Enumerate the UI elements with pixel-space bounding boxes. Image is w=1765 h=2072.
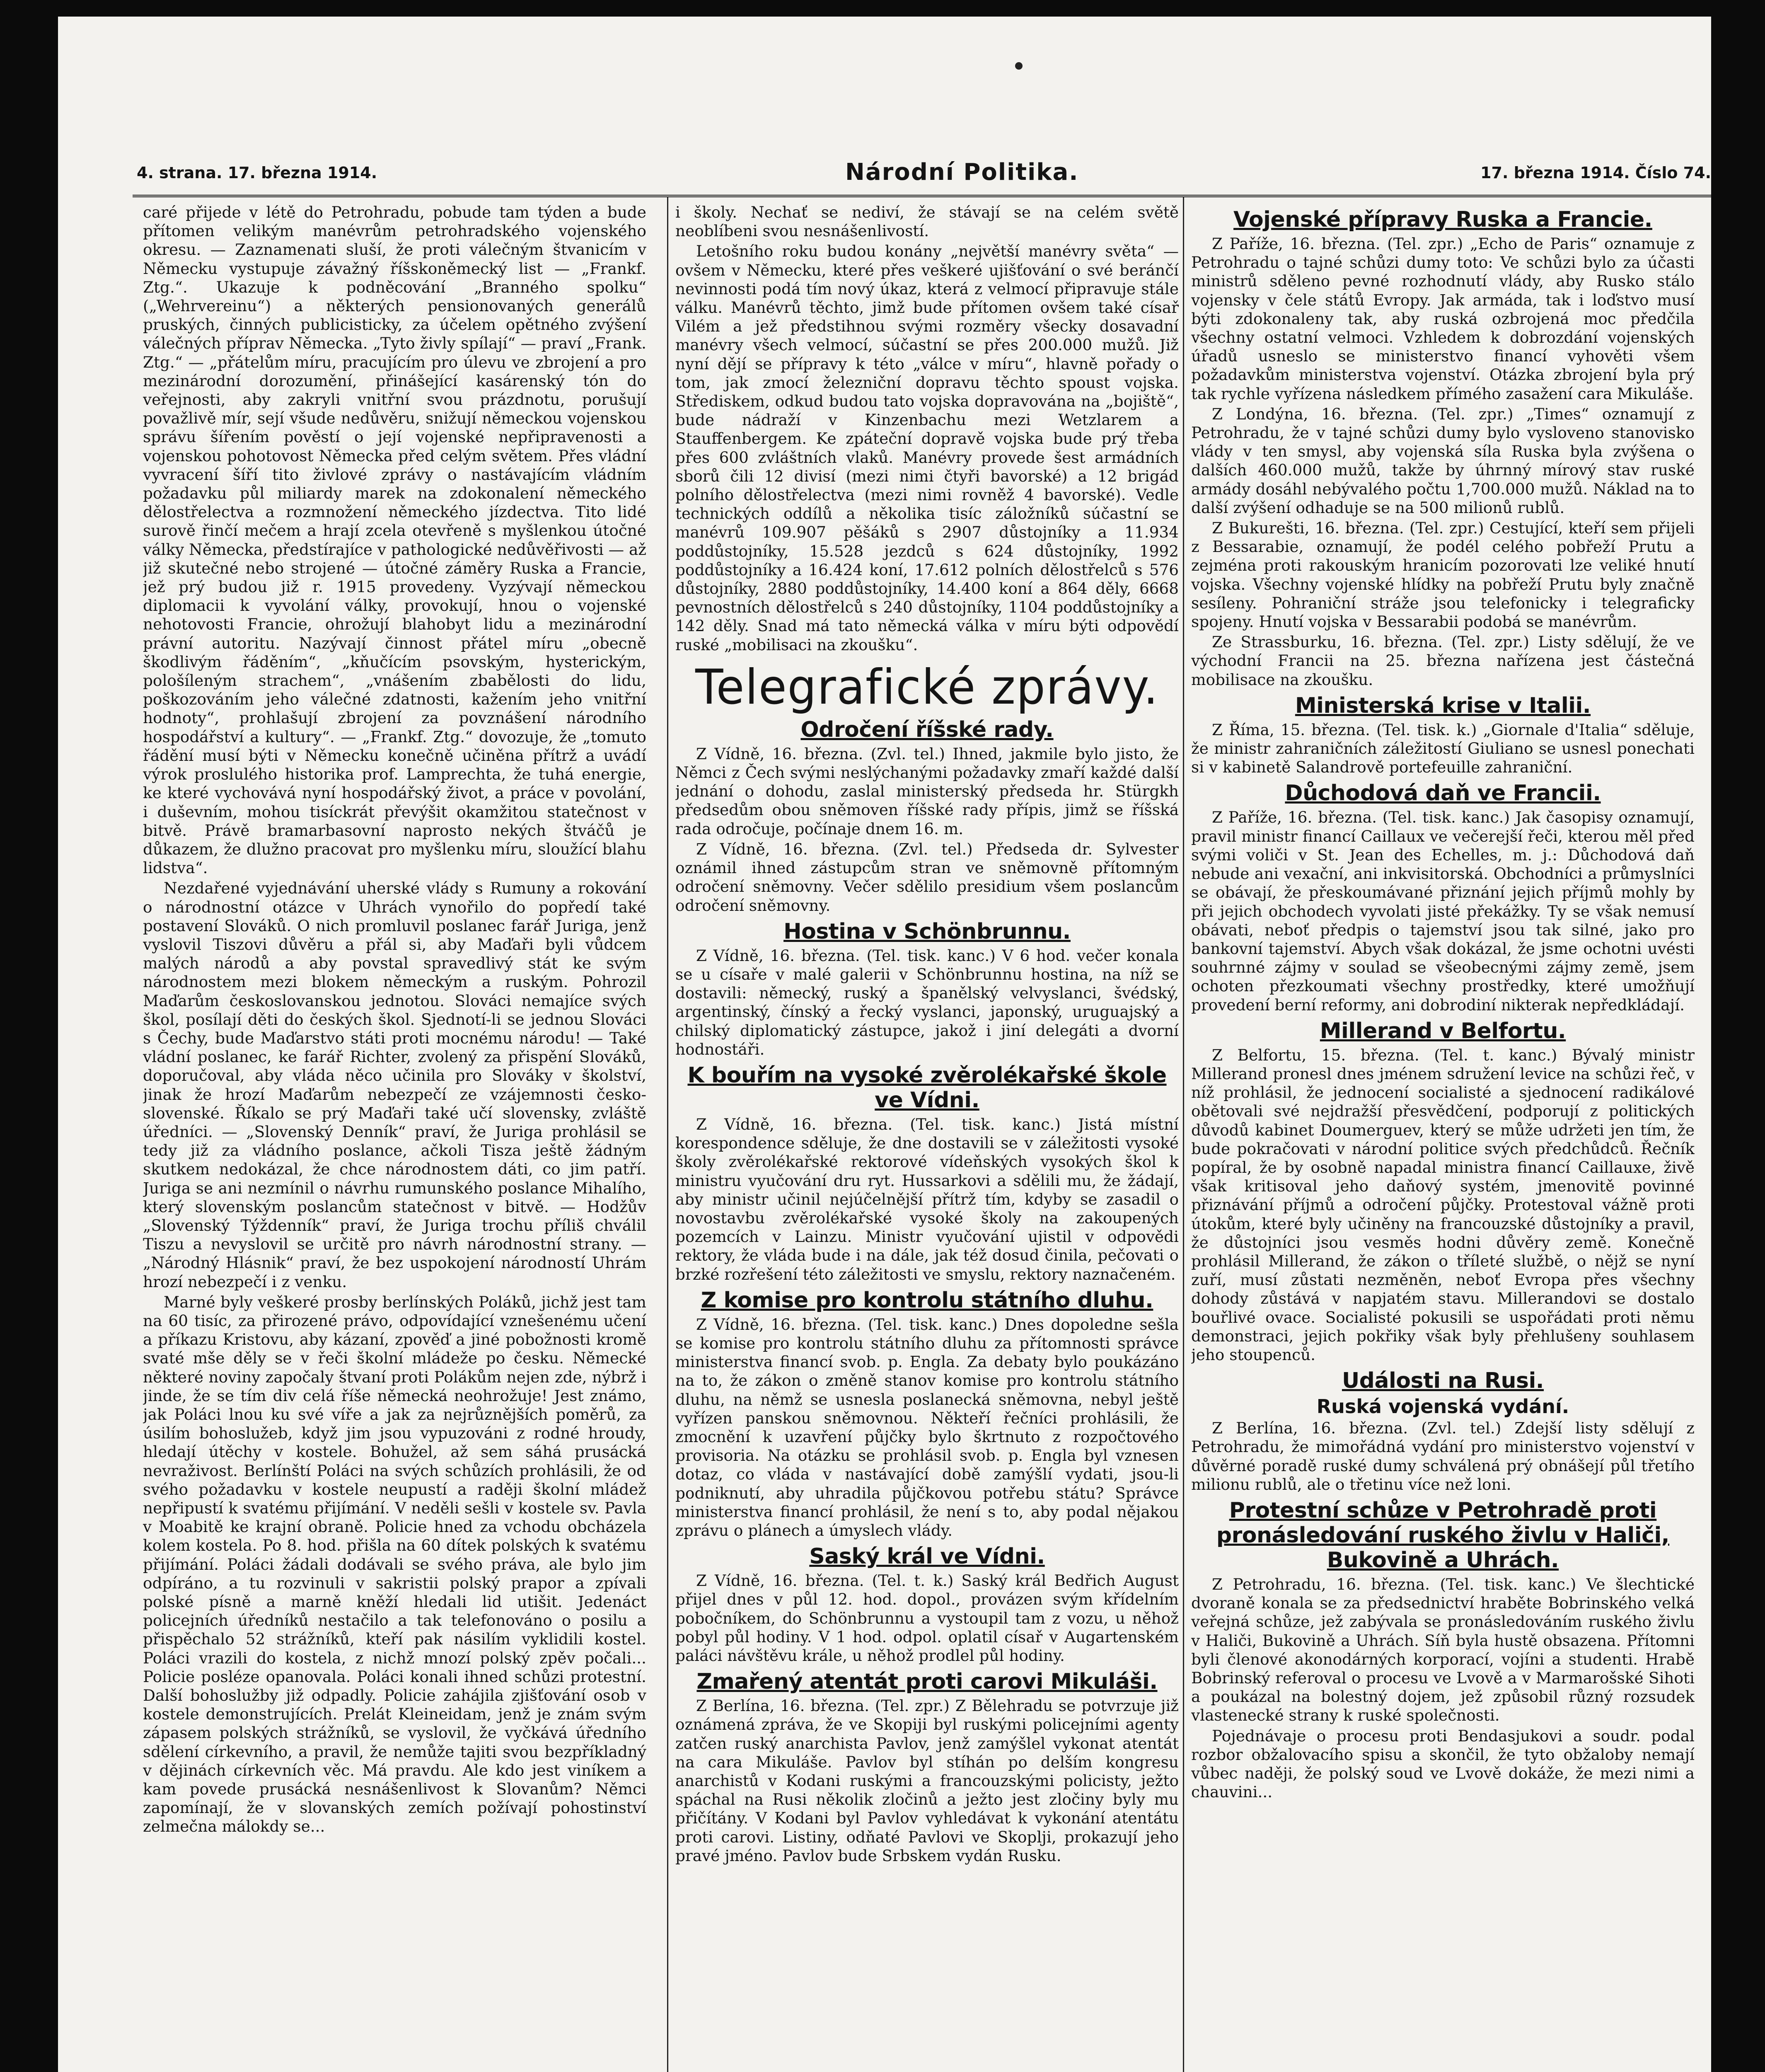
article-paragraph: Z Vídně, 16. března. (Tel. tisk. kanc.) Dnes dopoledne sešla se komise pro kontrolu státního dluhu za přítomnosti správce ministerstva financí svob. p. Engla. Za debaty bylo poukázáno na to, že zákon o změně stanov komise pro kontrolu státního dluhu, na němž se usnesla poslanecká sněmovna, nebyl ještě vyřízen panskou sněmovnou. Někteří řečníci prohlásili, že zmocnění k uzavření půjčky bylo škrtnuto z rozpočtového provisoria. Na otázku se prohlásil svob. p. Engla byl vznesen dotaz, co vláda v nastávající době zamýšlí vydati, jsou-li podniknutí, aby uhradila půjčkovou potřebu státu? Správce ministerstva financí prohlásil, že není s to, aby podal nějakou zprávu o plánech a úmyslech vlády. bbox=[675, 1315, 1179, 1539]
subheadline: Ruská vojenská vydání. bbox=[1316, 1395, 1569, 1418]
column-1 bbox=[143, 203, 646, 2072]
column-divider bbox=[667, 197, 668, 2072]
header-rule bbox=[133, 195, 1711, 197]
headline: Ministerská krise v Italii. bbox=[1295, 693, 1591, 718]
article-paragraph: Letošního roku budou konány „největší manévry světa“ — ovšem v Německu, které přes veškeré ujišťování o své beránčí nevinnosti podá tím nový úkaz, která z velmocí připravuje stále válku. Manévrů těchto, jimž bude přítomen ovšem také císař Vilém a jež předstihnou svými rozměry všecky dosavadní manévry všech velmocí, súčastní se přes 200.000 mužů. Již nyní dějí se přípravy k této „válce v míru“, hlavně pořady o tom, jak zmocí železniční dopravu těchto spoust vojska. Střediskem, odkud budou tato vojska dopravována na „bojiště“, bude nádraží v Kinzenbachu mezi Wetzlarem a Stauffenbergem. Ke zpáteční dopravě vojska bude prý třeba přes 600 zvláštních vlaků. Manévry provede šest armádních sborů čili 12 divisí (mezi nimi čtyři bavorské) a 12 brigád polního dělostřelectva (mezi nimi rovněž 4 bavorské). Vedle technických oddílů a několika tisíc záložníků súčastní se manévrů 109.907 pěšáků s 2907 důstojníky a 11.934 poddůstojníky, 15.528 jezdců s 624 důstojníky, 1992 poddůstojníky a 16.424 koní, 17.612 polních dělostřelců s 576 důstojníky, 2880 poddůstojníky, 14.400 koní a 864 děly, 6668 pevnostních dělostřelců s 240 důstojníky, 1104 poddůstojníky a 142 děly. Snad má tato německá válka v míru býti odpovědí ruské „mobilisaci na zkoušku“. bbox=[675, 242, 1179, 654]
header-date-right: 17. března 1914. Číslo 74. bbox=[1480, 164, 1711, 182]
header-date-left: 4. strana. 17. března 1914. bbox=[137, 164, 377, 182]
article-paragraph: Z Belfortu, 15. března. (Tel. t. kanc.) Bývalý ministr Millerand pronesl dnes jménem sdružení levice na schůzi řeč, v níž prohlásil, že jednocení socialisté a sjednocení radikálové obětovali své nejdražší přesvědčení, podporují z politických důvodů kabinet Doumerguev, který se může udržeti jen tím, že bude pokračovati v národní politice svých předchůdců. Řečník popíral, že by osobně napadal ministra financí Caillauxe, živě však kritisoval jeho daňový systém, jmenovitě povinné přiznávání příjmů a odročení půjčky. Protestoval vážně proti útokům, které byly učiněny na francouzské důstojníky a pravil, že důstojníci jsou vesměs hodni důvěry země. Konečně prohlásil Millerand, že zákon o tříleté službě, o nějž se nyní zuří, musí zůstati nezměněn, neboť Evropa přes všechny dohody zůstává v napjatém stavu. Millerandovi se dostalo bouřlivé ovace. Socialisté pokusili se uspořádati proti němu demonstraci, jejich pokřiky však byly přehlušeny souhlasem jeho stoupenců. bbox=[1191, 1046, 1695, 1364]
column-divider bbox=[1183, 197, 1184, 2072]
article-paragraph: Z Berlína, 16. března. (Tel. zpr.) Z Bělehradu se potvrzuje již oznámená zpráva, že ve Skopiji byl ruskými policejními agenty zatčen ruský anarchista Pavlov, jenž zamýšlel vykonat atentát na cara Mikuláše. Pavlov byl stíhán po delším kongresu anarchistů v Kodani ruskými a francouzskými policisty, ježto spáchal na Rusi několik zločinů a ježto jest zločiny byly mu přičítány. V Kodani byl Pavlov vyhledávat k vykonání atentátu proti carovi. Listiny, odňaté Pavlovi ve Skoplji, prokazují jeho pravé jméno. Pavlov bude Srbskem vydán Rusku. bbox=[675, 1697, 1179, 1865]
column-2 bbox=[675, 203, 1179, 2072]
article-paragraph: Z Říma, 15. března. (Tel. tisk. k.) „Giornale d'Italia“ sděluje, že ministr zahraničních záležitostí Giuliano se usnesl ponechati si v kabinetě Salandrově portefeuille zahraniční. bbox=[1191, 720, 1695, 777]
article-paragraph: caré přijede v létě do Petrohradu, pobude tam týden a bude přítomen velikým manévrům petrohradského vojenského okresu. — Zaznamenati sluší, že proti válečným štvanicím v Německu vystupuje závažný říšskoněmecký list — „Frankf. Ztg.“. Ukazuje k podněcování „Branného spolku“ („Wehrvereinu“) a některých pensionovaných generálů pruských, činných publicisticky, za účelem opětného zvýšení válečných příprav Německa. „Tyto živly spílají“ — praví „Frank. Ztg.“ — „přátelům míru, pracujícím pro úlevu ve zbrojení a pro mezinárodní dorozumění, přinášející kasárenský tón do veřejnosti, aby zakryli vnitřní svou prázdnotu, porušují považlivě mír, sejí všude nedůvěru, snižují německou vojenskou správu šířením pověstí o její vojenské nepřipravenosti a vojenskou pohotovost Německa před celým světem. Přes vládní vyvracení šíří tito živlové zprávy o nastávajícím vládním požadavku půl miliardy marek na zdokonalení německého dělostřelectva a rozmnožení německého jízdectva. Tito lidé surově řinčí mečem a hrají zcela otevřeně s myšlenkou útočné války Německa, předstírajíce v pathologické nedůvěřivosti — až již skutečné nebo strojené — útočné záměry Ruska a Francie, jež prý budou již r. 1915 provedeny. Vyzývají německou diplomacii k vyvolání války, provokují, hnou o vojenské nehotovosti Francie, ohrožují blahobyt lidu a mezinárodní právní autoritu. Nazývají činnost přátel míru „obecně škodlivým řáděním“, „kňučícím psovským, hysterickým, pološíleným strachem“, „vnášením zbabělosti do lidu, poškozováním jeho válečné zdatnosti, kažením jeho vnitřní hodnoty“, prohlašují zbrojení za povznášení národního hospodářství a kultury“. — „Frankf. Ztg.“ dovozuje, že „tomuto řádění musí býti v Německu konečně učiněna přítrž a uvádí výrok proslulého historika prof. Lamprechta, že tuhá energie, ke které vychovává nyní hospodářský život, a práce v povolání, i duševním, mohou tisíckrát převýšit okamžitou statečnost v bitvě. Právě bramarbasovní naprosto nekých štváčů je důkazem, že dlužno pracovat pro myšlenku míru, sloužící blahu lidstva“. bbox=[143, 203, 646, 877]
article-paragraph: Marné byly veškeré prosby berlínských Poláků, jichž jest tam na 60 tisíc, za přirozené právo, odpovídající vznešenému učení a příkazu Kristovu, aby kázaní, zpověď a jiné pobožnosti kromě svaté mše děly se v řeči školní mládeže po česku. Německé některé noviny započaly štvaní proti Polákům nejen zde, nýbrž i jinde, že se tím div celá říše německá neohrožuje! Jest známo, jak Poláci lnou ku své víře a jak za nejrůznějších poměrů, za úsilím bohoslužeb, když jim jsou vypuzováni z rodné hroudy, hledají útěchy v kostele. Bohužel, až sem sáhá prusácká nevraživost. Berlínští Poláci na svých schůzích prohlásili, že od svého požadavku v kostele neupustí a raději školní mládež nepřipustí k svatému přijímání. V neděli sešli v kostele sv. Pavla v Moabitě ke krajní obraně. Policie hned za vchodu obcházela kolem kostela. Po 8. hod. přišla na 60 dítek polských k svatému přijímání. Poláci žádali dodávali se svého práva, ale bylo jim odpíráno, a tu rozvinuli v sakristii polský prapor a zpívali polské písně a marně kněží hledali lid utišit. Jedenáct policejních úředníků nestačilo a tak telefonováno o posilu a přispěchalo 52 strážníků, kteří pak násilím vyklidili kostel. Poláci vrazili do kostela, z nichž mnozí polský zpěv počali... Policie posléze opanovala. Poláci konali ihned schůzi protestní. Další bohoslužby již odpadly. Policie zahájila zjišťování osob v kostele demonstrujících. Prelát Kleineidam, jenž je znám svým zápasem polských strážníků, se vyslovil, že vyčkává úředního sdělení církevního, a pravil, že nemůže tajiti svou bezpříkladný v dějinách církevních věc. Má pravdu. Ale kdo jest viníkem a kam povede prusácká nesnášenlivost k Slovanům? Němci zapomínají, že v slovanských zemích požívají pohostinství zelmečna málokdy se... bbox=[143, 1293, 646, 1836]
headline: Zmařený atentát proti carovi Mikuláši. bbox=[696, 1669, 1158, 1694]
headline: K bouřím na vysoké zvěrolékařské škole ve Vídni. bbox=[687, 1063, 1167, 1113]
newspaper-page bbox=[58, 17, 1711, 2072]
headline: Odročení říšské rady. bbox=[800, 717, 1054, 742]
headline: Millerand v Belfortu. bbox=[1320, 1018, 1566, 1043]
headline: Saský král ve Vídni. bbox=[809, 1544, 1045, 1569]
headline: Protestní schůze v Petrohradě proti pronásledování ruského živlu v Haliči, Bukovině a Uhrách. bbox=[1216, 1498, 1670, 1573]
section-title-telegrafy: Telegrafické zprávy. bbox=[695, 659, 1159, 715]
headline: Vojenské přípravy Ruska a Francie. bbox=[1233, 207, 1652, 232]
article-paragraph: Z Bukurešti, 16. března. (Tel. zpr.) Cestující, kteří sem přijeli z Bessarabie, oznamují, že podél celého pobřeží Prutu a zejména proti rakouským hranicím pozorovati lze veliké hnutí vojska. Všechny vojenské hlídky na pobřeží Prutu byly značně sesíleny. Pohraniční stráže jsou telefonicky i telegraficky spojeny. Hnutí vojska v Bessarabii podobá se manévrům. bbox=[1191, 519, 1695, 631]
article-paragraph: Z Vídně, 16. března. (Tel. tisk. kanc.) V 6 hod. večer konala se u císaře v malé galerii v Schönbrunnu hostina, na níž se dostavili: německý, ruský a španělský velvyslanci, švédský, argentinský, čínský a řecký vyslanci, japonský, uruguajský a chilský diplomatický zástupce, jakož i jiní delegáti a dvorní hodnostáři. bbox=[675, 946, 1179, 1058]
article-paragraph: Z Vídně, 16. března. (Zvl. tel.) Ihned, jakmile bylo jisto, že Němci z Čech svými neslýchanými požadavky zmaří každé další jednání o dohodu, zaslal ministerský předseda hr. Stürgkh předsedům obou sněmoven říšské rady přípis, jimž se říšská rada odročuje, počínaje dnem 16. m. bbox=[675, 744, 1179, 838]
masthead-title: Národní Politika. bbox=[845, 159, 1079, 186]
page-header bbox=[137, 155, 1711, 189]
article-paragraph: Z Londýna, 16. března. (Tel. zpr.) „Times“ oznamují z Petrohradu, že v tajné schůzi dumy bylo vysloveno stanovisko vlády v ten smysl, aby vojenská síla Ruska byla zvýšena o dalších 460.000 mužů, takže by úhrnný mírový stav ruské armády dosáhl nebývalého počtu 1,700.000 mužů. Náklad na to další zvýšení odhaduje se na 500 milionů rublů. bbox=[1191, 404, 1695, 517]
headline: Z komise pro kontrolu státního dluhu. bbox=[701, 1288, 1153, 1313]
scan-dot bbox=[1015, 62, 1023, 70]
headline: Události na Rusi. bbox=[1342, 1368, 1544, 1394]
headline: Důchodová daň ve Francii. bbox=[1285, 781, 1601, 806]
article-paragraph: Z Paříže, 16. března. (Tel. zpr.) „Echo de Paris“ oznamuje z Petrohradu o tajné schůzi dumy toto: Ve schůzi bylo za účasti ministrů sděleno pevné rozhodnutí vlády, aby Rusko stálo vojensky v čele států Evropy. Jak armáda, tak i loďstvo musí býti zdokonaleny tak, aby ruská ozbrojená moc předčila všechny ostatní velmoci. Vzhledem k dobrozdání vojenských úřadů usneslo se ministerstvo financí vyhověti všem požadavkům ministerstva vojenství. Otázka zbrojení byla prý tak rychle vyřízena následkem přímého zasažení cara Mikuláše. bbox=[1191, 235, 1695, 403]
article-paragraph: Ze Strassburku, 16. března. (Tel. zpr.) Listy sdělují, že ve východní Francii na 25. března nařízena jest částečná mobilisace na zkoušku. bbox=[1191, 633, 1695, 689]
article-paragraph: i školy. Nechať se nediví, že stávají se na celém světě neoblíbeni svou nesnášenlivostí. bbox=[675, 203, 1179, 240]
article-paragraph: Z Paříže, 16. března. (Tel. tisk. kanc.) Jak časopisy oznamují, pravil ministr financí Caillaux ve večerejší řeči, kterou měl před svými voliči v St. Jean des Echelles, m. j.: Důchodová daň nebude ani vexační, ani inkvisitorská. Obchodníci a průmyslníci se obávají, že přeskoumávané přiznání jejich příjmů mohly by při jejich obchodech vyvolati jisté překážky. Ty se však nemusí obávati, neboť předpis o tajemství jsou tak silné, jako pro bankovní tajemství. Abych však dokázal, že jsme ochotni uvésti souhrnné zájmy v soulad se všeobecnými zájmy země, jsem ochoten přezkoumati všechny prostředky, které umožňují provedení berní reformy, ani dobrodiní nikterak nepředkládají. bbox=[1191, 808, 1695, 1014]
article-paragraph: Pojednávaje o procesu proti Bendasjukovi a soudr. podal rozbor obžalovacího spisu a skončil, že tyto obžaloby nemají vůbec naději, že polský soud ve Lvově dokáže, že mezi nimi a chauvini... bbox=[1191, 1726, 1695, 1801]
article-paragraph: Z Vídně, 16. března. (Tel. tisk. kanc.) Jistá místní korespondence sděluje, že dne dostavili se v záležitosti vysoké školy zvěrolékařské rektorové vídeňských vysokých škol k ministru vyučování dru ryt. Hussarkovi a sdělili mu, že žádají, aby ministr učinil nejúčelnější přítrž tím, kdyby se zasadil o novostavbu zvěrolékařské vysoké školy na zakoupených pozemcích v Lainzu. Ministr vyučování ujistil v odpovědi rektory, že vláda bude i na dále, jak též dosud činila, pečovati o brzké rozřešení této záležitosti ve smyslu, rektory naznačeném. bbox=[675, 1115, 1179, 1283]
article-paragraph: Z Vídně, 16. března. (Zvl. tel.) Předseda dr. Sylvester oznámil ihned zástupcům stran ve sněmovně přítomným odročení sněmovny. Večer sdělilo presidium všem poslancům odročení sněmovny. bbox=[675, 840, 1179, 915]
column-3 bbox=[1191, 203, 1695, 2072]
article-paragraph: Z Berlína, 16. března. (Zvl. tel.) Zdejší listy sdělují z Petrohradu, že mimořádná vydání pro ministerstvo vojenství v důvěrné poradě ruské dumy schválená prý obnášejí půl třetího milionu rublů, ale o třetinu více než loni. bbox=[1191, 1419, 1695, 1493]
headline: Hostina v Schönbrunnu. bbox=[783, 919, 1071, 944]
article-paragraph: Z Petrohradu, 16. března. (Tel. tisk. kanc.) Ve šlechtické dvoraně konala se za předsednictví hraběte Bobrinského velká veřejná schůze, jež zabývala se pronásledováním ruského živlu v Haliči, Bukovině a Uhrách. Síň byla hustě obsazena. Přítomni byli členové akonodárných korporací, vojíni a studenti. Hrabě Bobrinský referoval o procesu ve Lvově a v Marmarošské Sihoti a poukázal na bolestný dojem, jež způsobil různý rozsudek vlastenecké strany k ruské společnosti. bbox=[1191, 1575, 1695, 1725]
article-paragraph: Z Vídně, 16. března. (Tel. t. k.) Saský král Bedřich August přijel dnes v půl 12. hod. dopol., provázen svým křídelním pobočníkem, do Schönbrunnu a vystoupil tam z vozu, u něhož pobyl půl hodiny. V 1 hod. odpol. oplatil císař v Augartenském paláci návštěvu krále, u něhož prodlel půl hodiny. bbox=[675, 1571, 1179, 1665]
article-paragraph: Nezdařené vyjednávání uherské vlády s Rumuny a rokování o národnostní otázce v Uhrách vynořilo do popředí také postavení Slováků. O nich promluvil poslanec farář Juriga, jenž vyslovil Tiszovi důvěru a přál si, aby Maďaři byli vůdcem malých národů a aby povstal spravedlivý stát ke svým národnostem mezi blokem německým a ruským. Pohrozil Maďarům českoslovanskou jednotou. Slováci nemajíce svých škol, posílají děti do českých škol. Sjednotí-li se jednou Slováci s Čechy, bude Maďarstvo státi proti mocnému národu! — Také vládní poslanec, ke farář Richter, zvolený za přispění Slováků, doporučoval, aby vláda něco učinila pro Slováky v školství, jinak že hrozí Maďarům nebezpečí ze vzájemnosti česko-slovenské. Říkalo se prý Maďaři také učí slovensky, zvláště úředníci. — „Slovenský Denník“ praví, že Juriga prohlásil se tedy již za vládního poslance, ačkoli Tisza ještě žádným skutkem nedokázal, že chce národnostem dáti, co jim patří. Juriga se ani nezmínil o návrhu rumunského poslance Mihalího, který slovenským poslancům statečnost v bitvě. — Hodžův „Slovenský Týždenník“ praví, že Juriga trochu příliš chválil Tiszu a nevyslovil se určitě pro návrh národnostní strany. — „Národný Hlásnik“ praví, že bez uspokojení národností Uhrám hrozí nebezpečí i z venku. bbox=[143, 879, 646, 1291]
